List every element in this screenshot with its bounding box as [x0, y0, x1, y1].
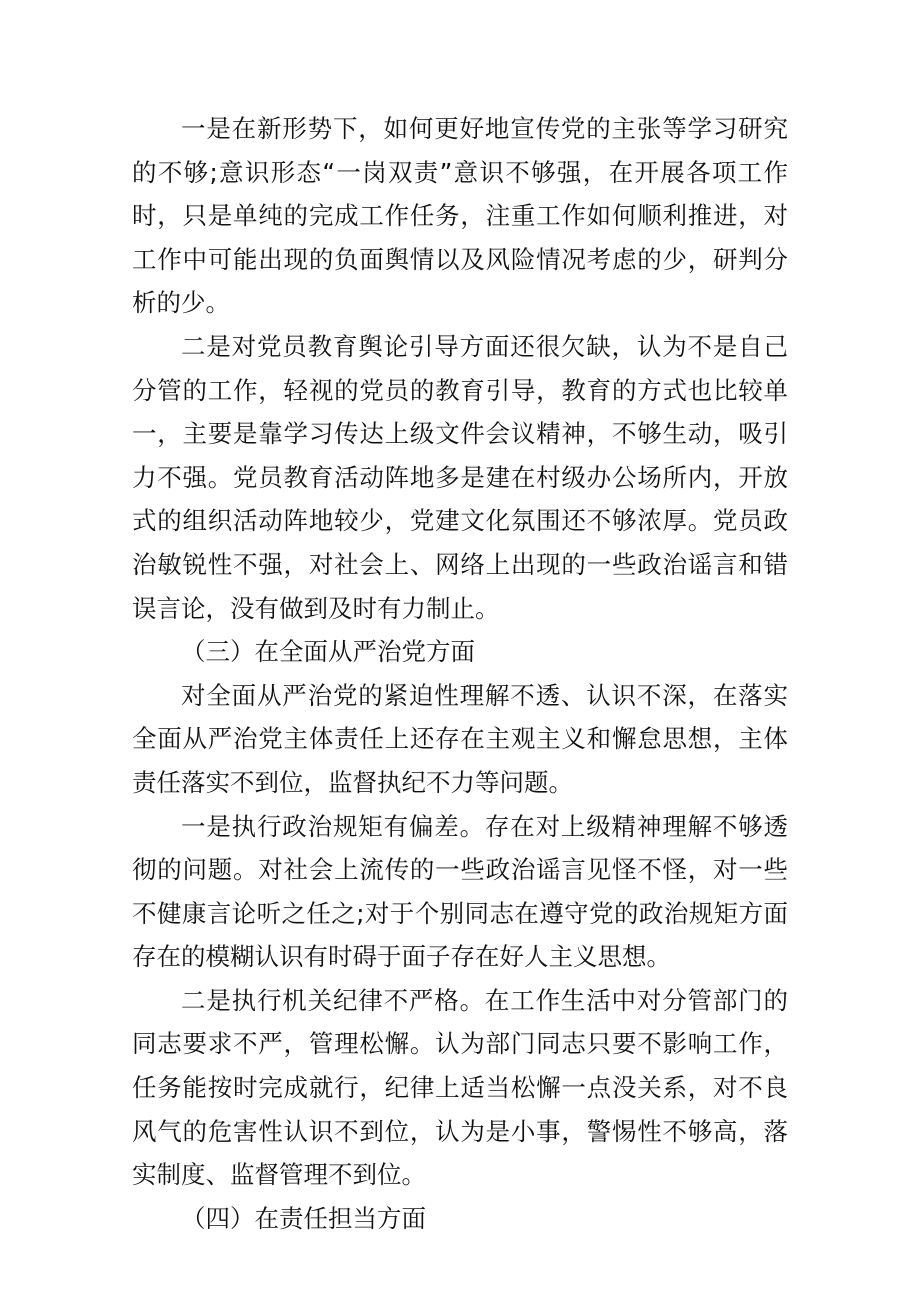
section-heading-4: （四）在责任担当方面: [181, 1203, 426, 1233]
paragraph-political-rules: 一是执行政治规矩有偏差。存在对上级精神理解不够透彻的问题。对社会上流传的一些政治谣言见怪不怪，对一些不健康言论听之任之;对于个别同志在遵守党的政治规矩方面存在的模糊认识有时碍于面子存在好人主义思想。: [132, 811, 788, 972]
paragraph-discipline: 二是执行机关纪律不严格。在工作生活中对分管部门的同志要求不严，管理松懈。认为部门同志只要不影响工作，任务能按时完成就行，纪律上适当松懈一点没关系，对不良风气的危害性认识不到位，认为是小事，警惕性不够高，落实制度、监督管理不到位。: [132, 985, 788, 1190]
paragraph-strict-governance: 对全面从严治党的紧迫性理解不透、认识不深，在落实全面从严治党主体责任上还存在主观主义和懈怠思想，主体责任落实不到位，监督执纪不力等问题。: [132, 680, 788, 797]
section-heading-3: （三）在全面从严治党方面: [181, 637, 475, 667]
paragraph-propaganda-shortcomings: 一是在新形势下，如何更好地宣传党的主张等学习研究的不够;意识形态“一岗双责”意识不够强，在开展各项工作时，只是单纯的完成工作任务，注重工作如何顺利推进，对工作中可能出现的负面舆情以及风险情况考虑的少，研判分析的少。: [132, 114, 788, 318]
paragraph-member-education: 二是对党员教育舆论引导方面还很欠缺，认为不是自己分管的工作，轻视的党员的教育引导，教育的方式也比较单一，主要是靠学习传达上级文件会议精神，不够生动，吸引力不强。党员教育活动阵地多是建在村级办公场所内，开放式的组织活动阵地较少，党建文化氛围还不够浓厚。党员政治敏锐性不强，对社会上、网络上出现的一些政治谣言和错误言论，没有做到及时有力制止。: [132, 331, 788, 623]
document-body: [132, 107, 788, 1240]
